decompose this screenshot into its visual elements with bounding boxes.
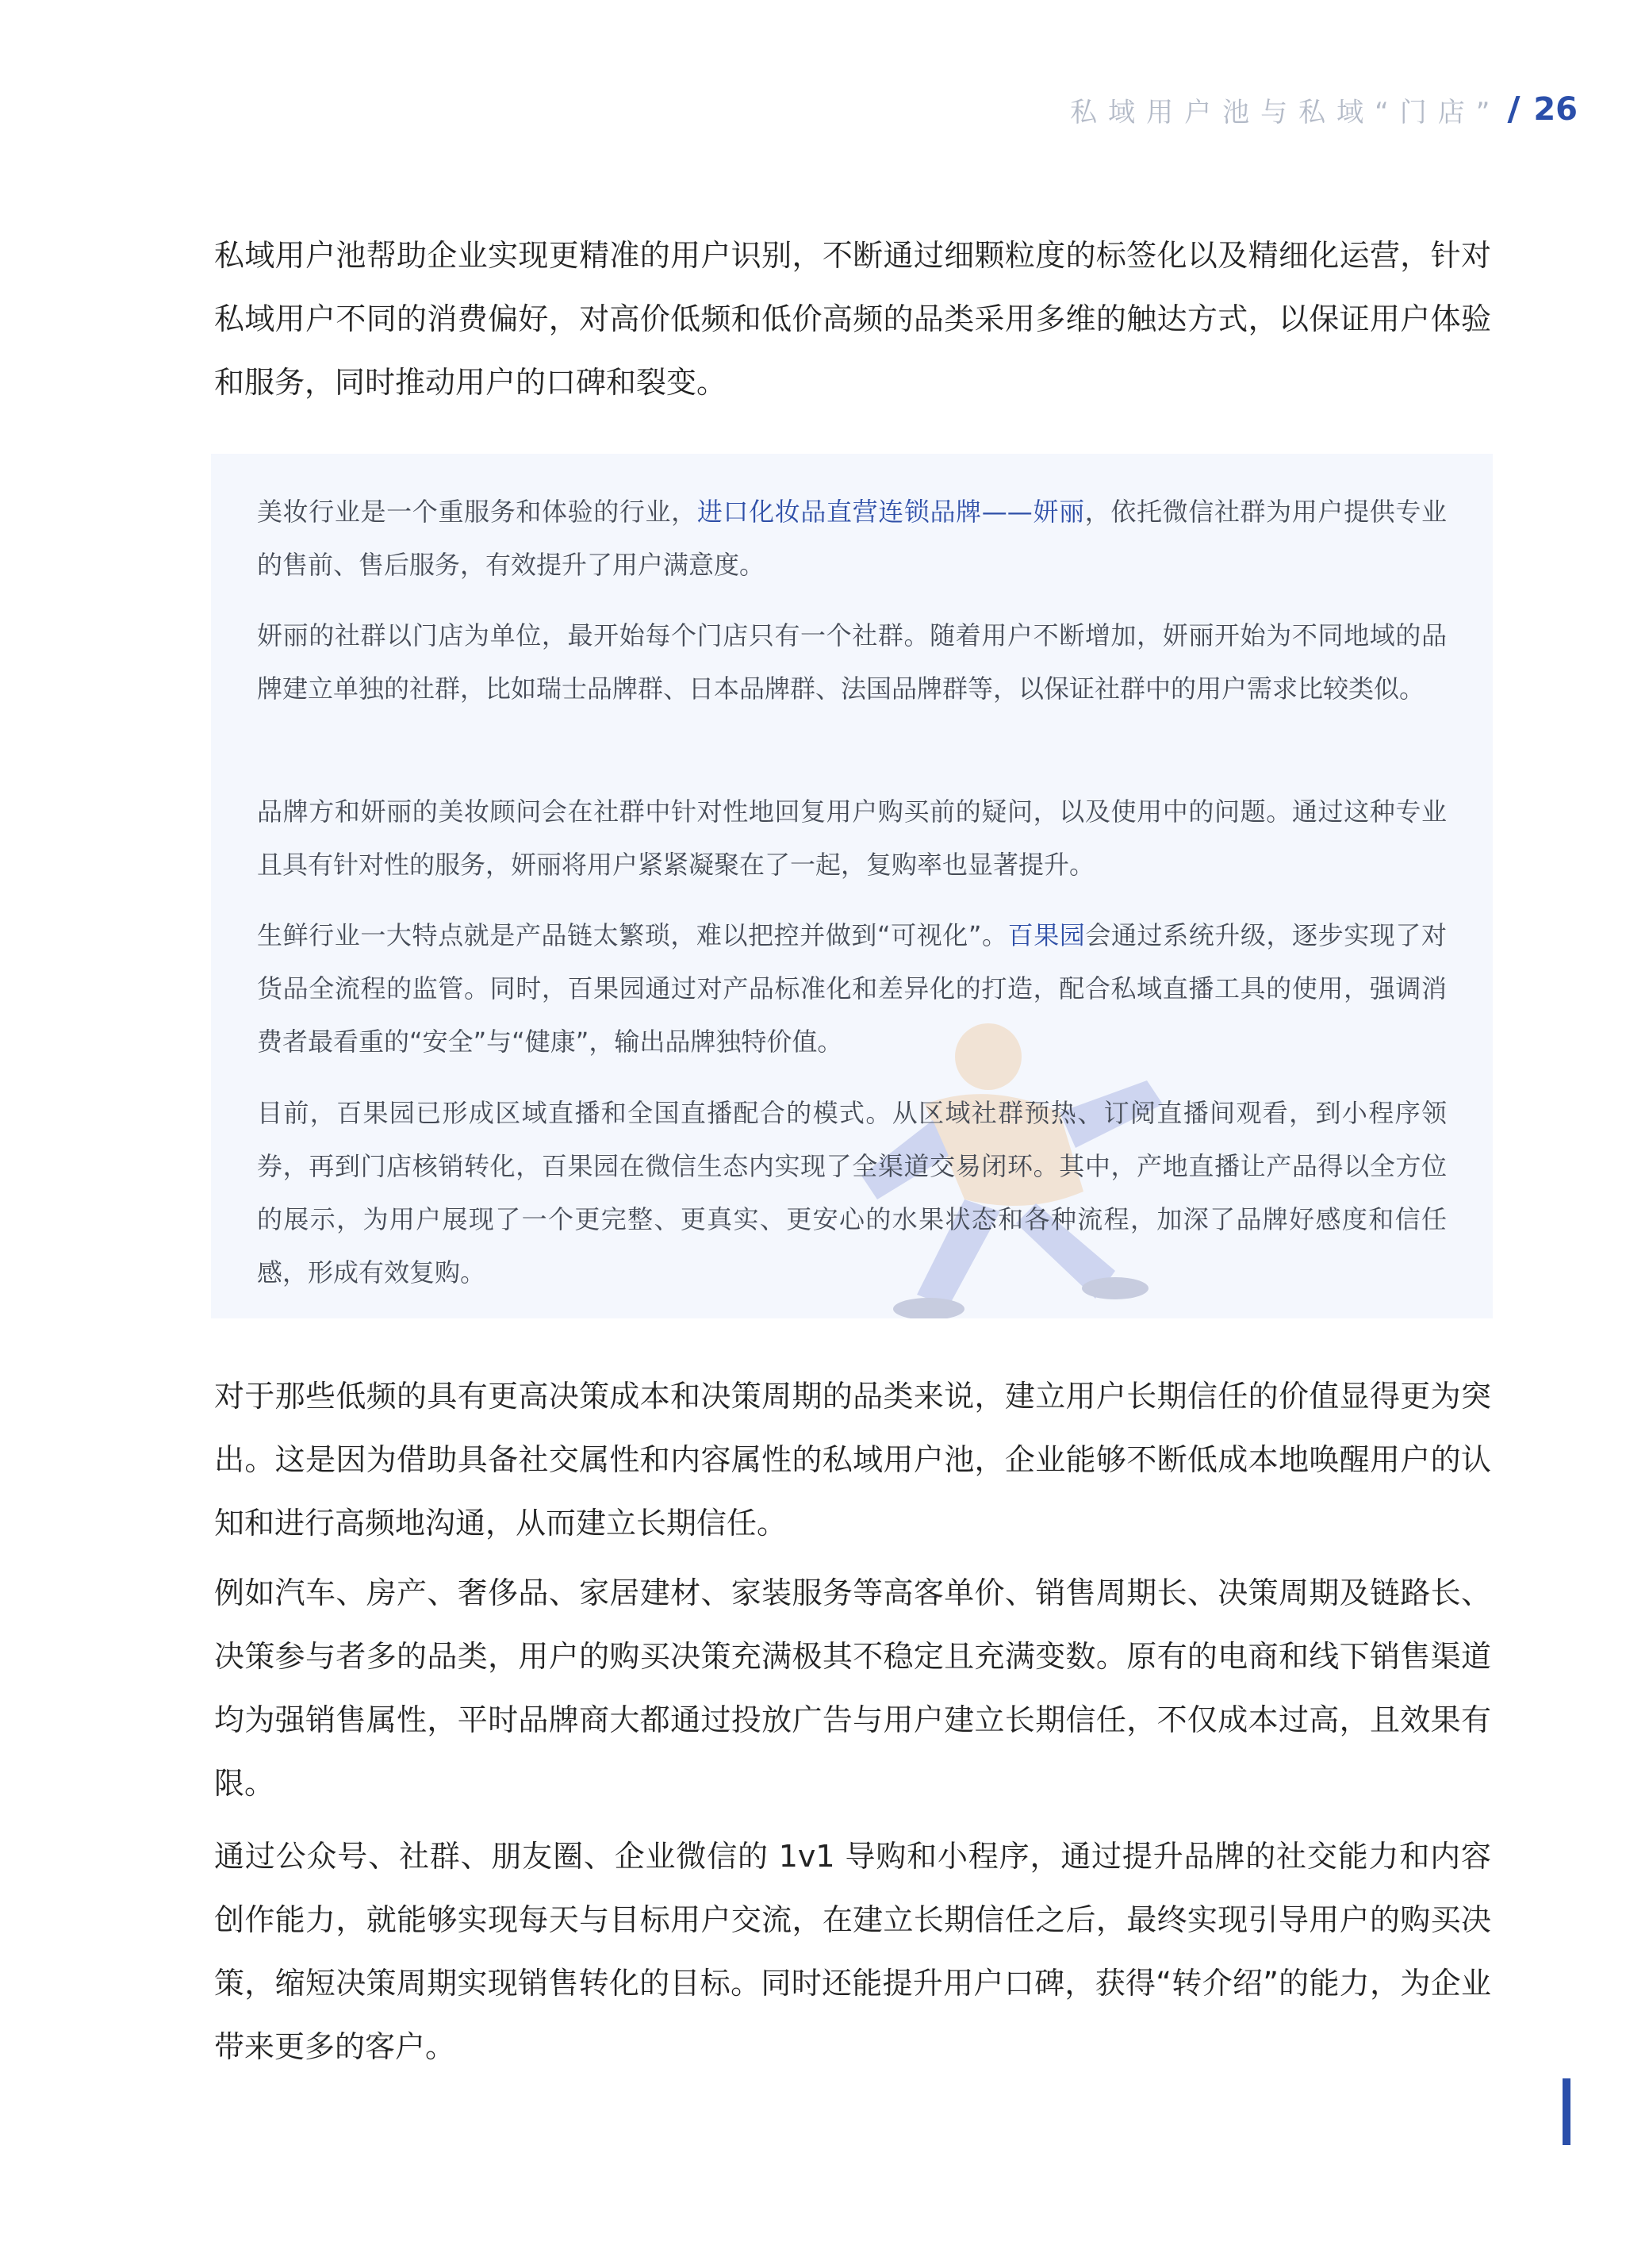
- case-text: ，依托微信社群为用户提供专业的售前、售后服务，有效提升了用户满意度。: [257, 497, 1447, 580]
- chapter-title: 私域用户池与私域“门店”: [1070, 96, 1501, 129]
- case-text: 美妆行业是一个重服务和体验的行业，: [257, 497, 697, 527]
- case-text: 生鲜行业一大特点就是产品链太繁琐，难以把控并做到“可视化”。: [257, 920, 1008, 950]
- brand-highlight-pagoda: 百果园: [1007, 920, 1086, 950]
- intro-paragraph: 私域用户池帮助企业实现更精准的用户识别，不断通过细颗粒度的标签化以及精细化运营，针对私域用户不同的消费偏好，对高价低频和低价高频的品类采用多维的触达方式，以保证用户体验和服务，同时推动用户的口碑和裂变。: [214, 238, 1491, 400]
- case-paragraph-yanli-community: 妍丽的社群以门店为单位，最开始每个门店只有一个社群。随着用户不断增加，妍丽开始为不同地域的品牌建立单独的社群，比如瑞士品牌群、日本品牌群、法国品牌群等，以保证社群中的用户需求比较类似。: [257, 620, 1447, 704]
- case-paragraph-pagoda-live: 目前，百果园已形成区域直播和全国直播配合的模式。从区域社群预热、订阅直播间观看，到小程序领券，再到门店核销转化，百果园在微信生态内实现了全渠道交易闭环。其中，产地直播让产品得以全方位的展示，为用户展现了一个更完整、更真实、更安心的水果状态和各种流程，加深了品牌好感度和信任感，形成有效复购。: [257, 1098, 1447, 1288]
- page-edge-accent-bar: [1563, 2078, 1570, 2145]
- page-header: [1070, 86, 1578, 133]
- paragraph-long-term-trust: 对于那些低频的具有更高决策成本和决策周期的品类来说，建立用户长期信任的价值显得更为突出。这是因为借助具备社交属性和内容属性的私域用户池，企业能够不断低成本地唤醒用户的认知和进行高频地沟通，从而建立长期信任。: [214, 1379, 1491, 1541]
- case-paragraph-yanli-service: 品牌方和妍丽的美妆顾问会在社群中针对性地回复用户购买前的疑问，以及使用中的问题。通过这种专业且具有针对性的服务，妍丽将用户紧紧凝聚在了一起，复购率也显著提升。: [257, 796, 1447, 880]
- case-paragraph-pagoda-intro: [257, 909, 1447, 1069]
- case-text: 会通过系统升级，逐步实现了对货品全流程的监管。同时，百果园通过对产品标准化和差异化的打造，配合私域直播工具的使用，强调消费者最看重的“安全”与“健康”，输出品牌独特价值。: [257, 920, 1447, 1057]
- paragraph-high-ticket-categories: 例如汽车、房产、奢侈品、家居建材、家装服务等高客单价、销售周期长、决策周期及链路长、决策参与者多的品类，用户的购买决策充满极其不稳定且充满变数。原有的电商和线下销售渠道均为强销售属性，平时品牌商大都通过投放广告与用户建立长期信任，不仅成本过高，且效果有限。: [214, 1575, 1491, 1801]
- paragraph-wechat-channels: 通过公众号、社群、朋友圈、企业微信的 1v1 导购和小程序，通过提升品牌的社交能力和内容创作能力，就能够实现每天与目标用户交流，在建立长期信任之后，最终实现引导用户的购买决策，缩短决策周期实现销售转化的目标。同时还能提升用户口碑，获得“转介绍”的能力，为企业带来更多的客户。: [214, 1839, 1491, 2064]
- case-paragraph-yanli-intro: [257, 485, 1447, 592]
- page-number: 26: [1533, 91, 1578, 128]
- case-study-box: [211, 454, 1493, 1318]
- header-divider: [1508, 96, 1521, 123]
- brand-highlight-yanli: 进口化妆品直营连锁品牌——妍丽: [696, 497, 1085, 527]
